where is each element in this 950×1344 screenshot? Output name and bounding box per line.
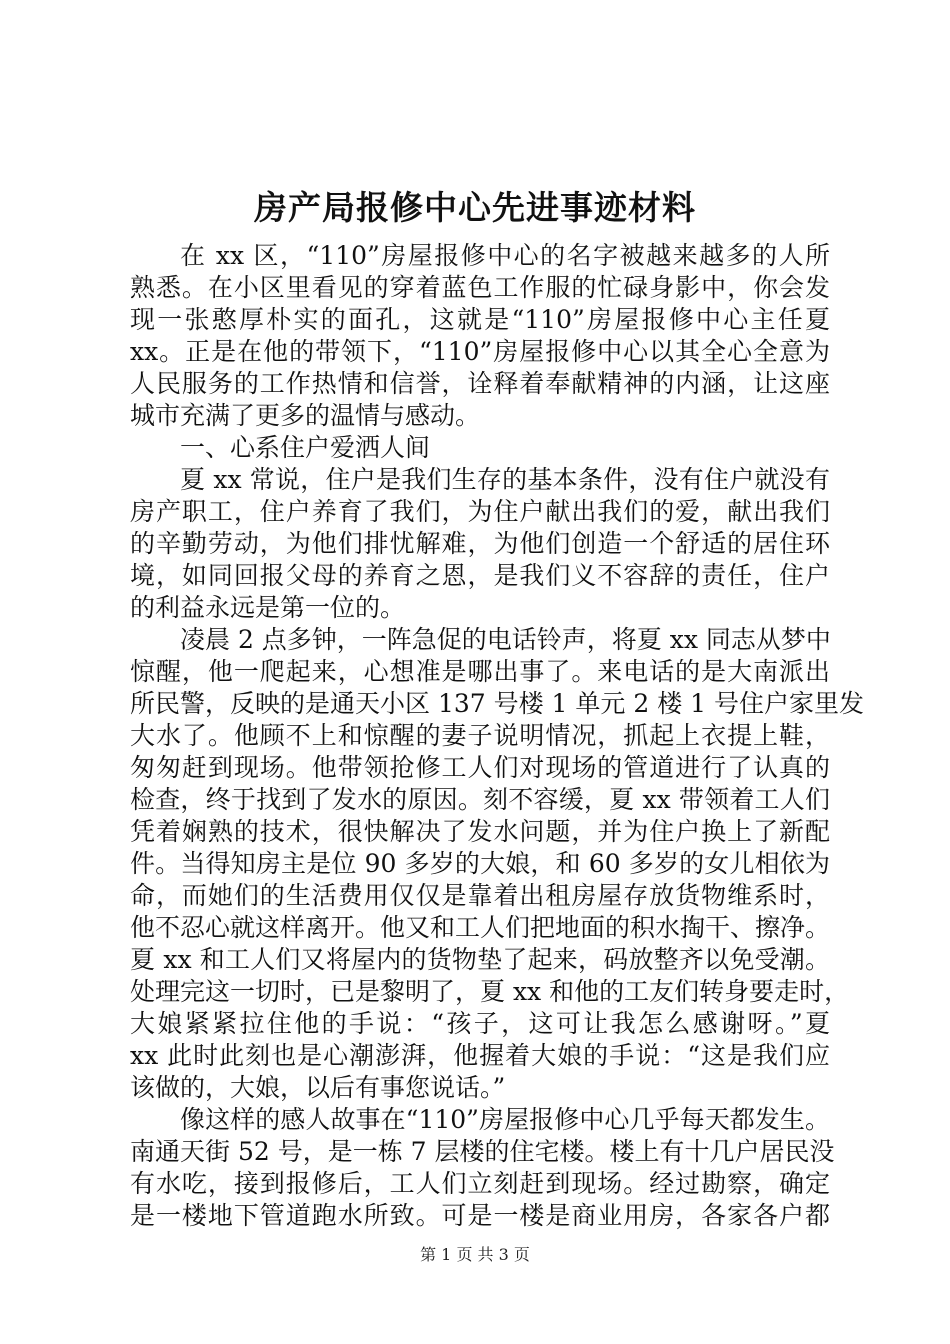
page-title: 房产局报修中心先进事迹材料	[254, 188, 696, 227]
text-line: 境，如同回报父母的养育之恩，是我们义不容辞的责任，住户	[130, 561, 830, 590]
text-line: 城市充满了更多的温情与感动。	[130, 401, 481, 430]
text-line: 处理完这一切时，已是黎明了，夏 xx 和他的工友们转身要走时，	[130, 977, 850, 1006]
text-line: 夏 xx 常说，住户是我们生存的基本条件，没有住户就没有	[180, 465, 830, 494]
text-line: 该做的，大娘，以后有事您说话。”	[130, 1073, 506, 1102]
section-heading: 一、心系住户爱洒人间	[180, 433, 431, 462]
text-line: 凭着娴熟的技术，很快解决了发水问题，并为住户换上了新配	[130, 817, 830, 846]
document-body	[130, 240, 865, 1232]
page-footer: 第 1 页 共 3 页	[420, 1245, 530, 1264]
text-line: 命，而她们的生活费用仅仅是靠着出租房屋存放货物维系时，	[130, 881, 830, 910]
text-line: 匆匆赶到现场。他带领抢修工人们对现场的管道进行了认真的	[130, 753, 830, 782]
text-line: 房产职工，住户养育了我们，为住户献出我们的爱，献出我们	[130, 497, 830, 526]
text-line: 南通天街 52 号，是一栋 7 层楼的住宅楼。楼上有十几户居民没	[130, 1137, 835, 1166]
text-line: 大水了。他顾不上和惊醒的妻子说明情况，抓起上衣提上鞋，	[130, 721, 830, 750]
text-line: 在 xx 区，“110”房屋报修中心的名字被越来越多的人所	[180, 241, 830, 270]
text-line: xx。正是在他的带领下，“110”房屋报修中心以其全心全意为	[130, 337, 830, 366]
text-line: xx 此时此刻也是心潮澎湃，他握着大娘的手说：“这是我们应	[130, 1041, 830, 1070]
text-line: 夏 xx 和工人们又将屋内的货物垫了起来，码放整齐以免受潮。	[130, 945, 830, 974]
text-line: 熟悉。在小区里看见的穿着蓝色工作服的忙碌身影中，你会发	[130, 273, 830, 302]
text-line: 人民服务的工作热情和信誉，诠释着奉献精神的内涵，让这座	[130, 369, 830, 398]
text-line: 所民警，反映的是通天小区 137 号楼 1 单元 2 楼 1 号住户家里发	[130, 689, 865, 718]
text-line: 现一张憨厚朴实的面孔，这就是“110”房屋报修中心主任夏	[130, 305, 830, 334]
text-line: 惊醒，他一爬起来，心想准是哪出事了。来电话的是大南派出	[130, 657, 830, 686]
text-line: 是一楼地下管道跑水所致。可是一楼是商业用房，各家各户都	[130, 1201, 830, 1230]
text-line: 凌晨 2 点多钟，一阵急促的电话铃声，将夏 xx 同志从梦中	[180, 625, 831, 654]
text-line: 大娘紧紧拉住他的手说：“孩子，这可让我怎么感谢呀。”夏	[130, 1009, 830, 1038]
text-line: 的辛勤劳动，为他们排忧解难，为他们创造一个舒适的居住环	[130, 529, 830, 558]
text-line: 像这样的感人故事在“110”房屋报修中心几乎每天都发生。	[180, 1105, 830, 1134]
text-line: 检查，终于找到了发水的原因。刻不容缓，夏 xx 带领着工人们	[130, 785, 830, 814]
text-line: 件。当得知房主是位 90 多岁的大娘，和 60 多岁的女儿相依为	[130, 849, 830, 878]
text-line: 有水吃，接到报修后，工人们立刻赶到现场。经过勘察，确定	[130, 1169, 830, 1198]
text-line: 他不忍心就这样离开。他又和工人们把地面的积水掏干、擦净。	[130, 913, 831, 942]
text-line: 的利益永远是第一位的。	[130, 593, 406, 622]
